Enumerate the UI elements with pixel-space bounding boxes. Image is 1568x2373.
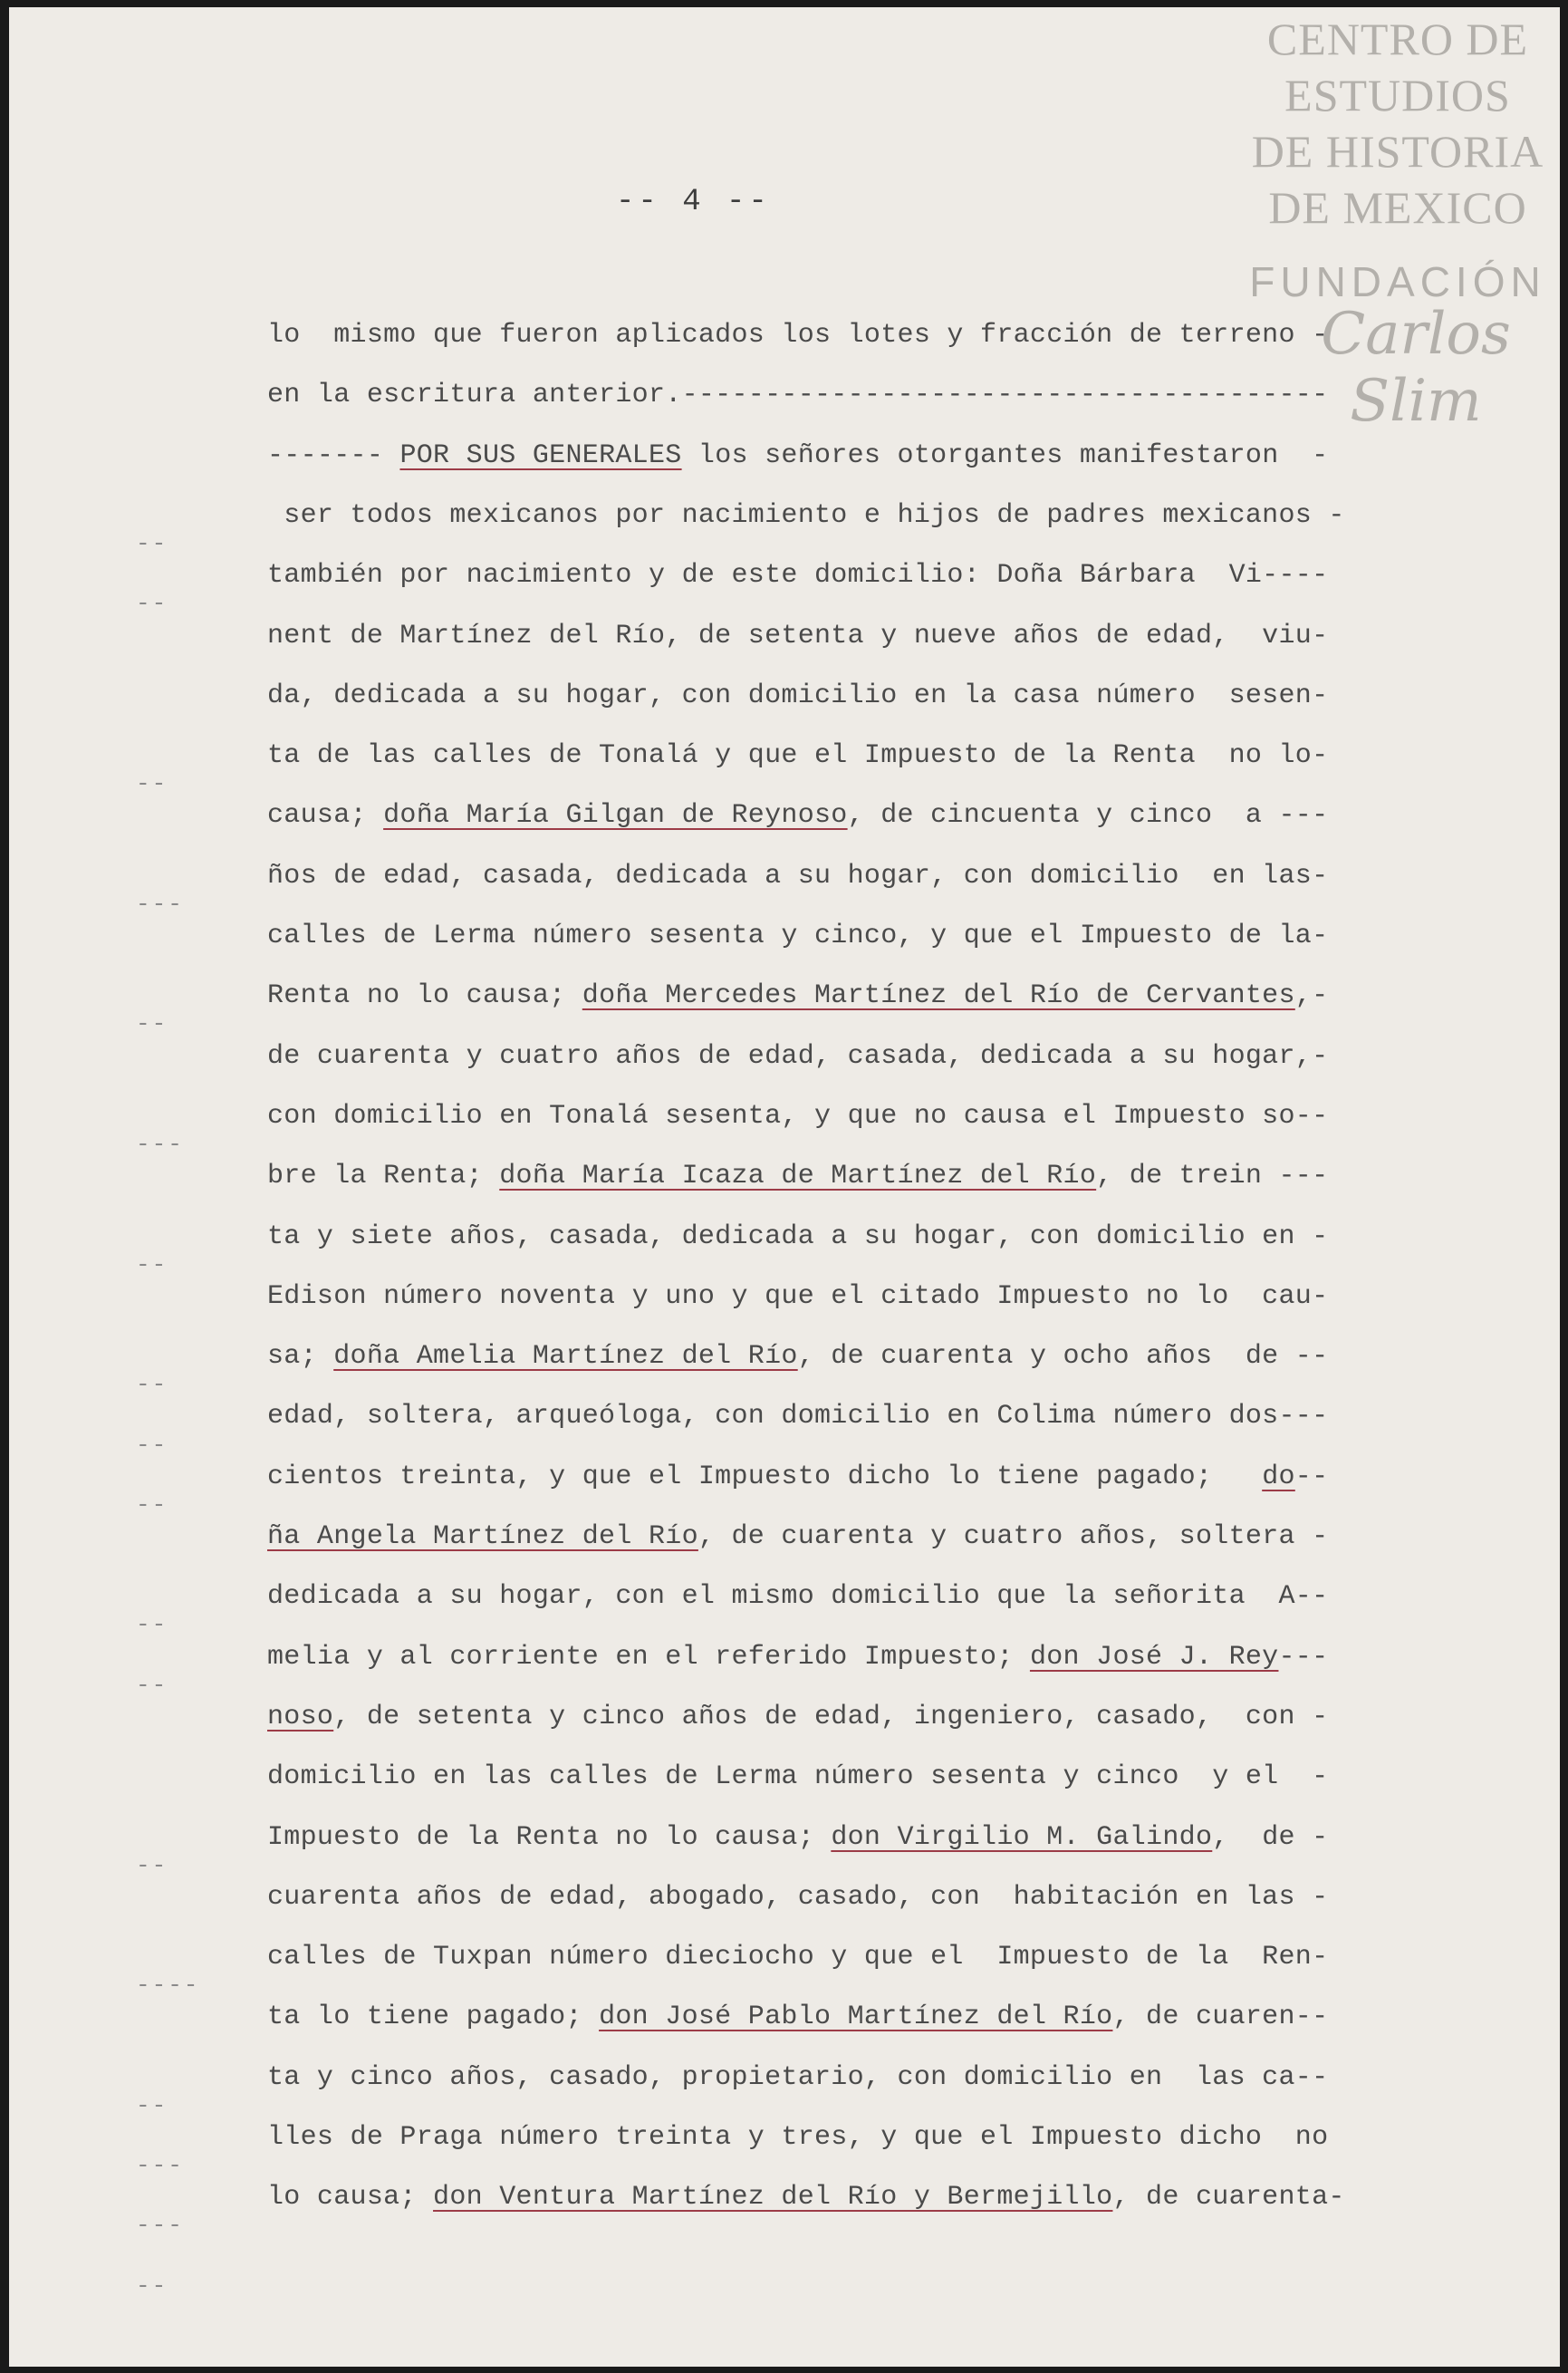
- text-line: [267, 320, 1328, 351]
- underlined-name: don Virgilio M. Galindo: [831, 1821, 1213, 1853]
- text-segment: ños de edad, casada, dedicada a su hogar, con domicilio en las-: [267, 860, 1329, 892]
- archive-watermark: [1248, 11, 1547, 435]
- margin-mark: ---: [136, 1131, 184, 1159]
- text-segment: da, dedicada a su hogar, con domicilio en la casa número sesen-: [267, 680, 1329, 711]
- text-segment: , de setenta y cinco años de edad, ingeniero, casado, con -: [333, 1701, 1329, 1732]
- text-line: [267, 1702, 1328, 1732]
- text-segment: ---: [1278, 1641, 1329, 1673]
- text-line: [267, 1642, 1328, 1673]
- margin-mark: --: [136, 590, 168, 618]
- text-segment: dedicada a su hogar, con el mismo domicilio que la señorita A--: [267, 1581, 1329, 1613]
- underlined-name: don Ventura Martínez del Río y Bermejillo: [433, 2182, 1113, 2214]
- text-segment: --: [1294, 1461, 1329, 1492]
- watermark-line: DE MEXICO: [1268, 182, 1527, 233]
- text-segment: domicilio en las calles de Lerma número sesenta y cinco y el -: [267, 1761, 1329, 1793]
- text-line: [267, 2182, 1345, 2213]
- underlined-name: don José J. Rey: [1029, 1641, 1279, 1673]
- margin-mark: --: [136, 1611, 168, 1639]
- text-segment: , de trein ---: [1096, 1161, 1329, 1192]
- text-line: [267, 1041, 1328, 1072]
- text-segment: en la escritura anterior.---------------------------------------: [267, 380, 1329, 411]
- text-segment: de cuarenta y cuatro años de edad, casada, dedicada a su hogar,-: [267, 1040, 1329, 1072]
- margin-mark: --: [136, 1431, 168, 1459]
- text-line: [267, 1822, 1328, 1853]
- margin-mark: ---: [136, 2152, 184, 2180]
- text-line: [267, 680, 1328, 711]
- text-segment: lo causa;: [267, 2182, 434, 2214]
- text-segment: bre la Renta;: [267, 1161, 500, 1192]
- underlined-name: noso: [267, 1701, 334, 1732]
- text-segment: causa;: [267, 800, 384, 832]
- text-segment: Renta no lo causa;: [267, 980, 582, 1012]
- text-segment: lles de Praga número treinta y tres, y que el Impuesto dicho no: [267, 2122, 1329, 2153]
- text-line: [267, 1221, 1328, 1252]
- text-segment: sa;: [267, 1341, 334, 1373]
- text-segment: ta y cinco años, casado, propietario, con domicilio en las ca--: [267, 2061, 1329, 2093]
- page-number: -- 4 --: [616, 185, 771, 219]
- text-line: [267, 861, 1328, 892]
- margin-mark: ---: [136, 2212, 184, 2240]
- text-segment: melia y al corriente en el referido Impuesto;: [267, 1641, 1030, 1673]
- underlined-name: ña Angela Martínez del Río: [267, 1521, 698, 1552]
- text-line: [267, 1942, 1328, 1973]
- text-segment: Impuesto de la Renta no lo causa;: [267, 1821, 832, 1853]
- margin-mark: --: [136, 2091, 168, 2119]
- margin-mark: --: [136, 1250, 168, 1278]
- margin-mark: --: [136, 1851, 168, 1879]
- margin-mark: --: [136, 1371, 168, 1399]
- text-segment: cuarenta años de edad, abogado, casado, con habitación en las -: [267, 1881, 1329, 1913]
- text-line: [267, 740, 1328, 771]
- watermark-line: DE HISTORIA: [1251, 126, 1544, 177]
- text-segment: edad, soltera, arqueóloga, con domicilio en Colima número dos---: [267, 1401, 1329, 1432]
- text-segment: con domicilio en Tonalá sesenta, y que no causa el Impuesto so--: [267, 1100, 1329, 1132]
- underlined-name: doña María Gilgan de Reynoso: [383, 800, 848, 832]
- underlined-name: doña Amelia Martínez del Río: [333, 1341, 798, 1373]
- text-segment: calles de Tuxpan número dieciocho y que el Impuesto de la Ren-: [267, 1942, 1329, 1973]
- margin-mark: --: [136, 1490, 168, 1519]
- watermark-signature: Carlos Slim: [1321, 301, 1511, 435]
- text-line: [267, 2002, 1328, 2032]
- text-segment: Edison número noventa y uno y que el citado Impuesto no lo cau-: [267, 1280, 1329, 1312]
- underlined-name: POR SUS GENERALES: [399, 439, 682, 471]
- margin-mark: --: [136, 770, 168, 798]
- underlined-name: doña Mercedes Martínez del Río de Cervantes: [582, 980, 1295, 1012]
- text-line: [267, 1281, 1328, 1312]
- text-segment: ta y siete años, casada, dedicada a su hogar, con domicilio en -: [267, 1220, 1329, 1252]
- text-line: [267, 1461, 1328, 1492]
- text-line: [267, 560, 1328, 591]
- text-segment: , de cuarenta y cuatro años, soltera -: [697, 1521, 1329, 1552]
- text-segment: los señores otorgantes manifestaron -: [681, 439, 1329, 471]
- watermark-line: CENTRO DE: [1266, 14, 1529, 64]
- text-line: [267, 1161, 1328, 1191]
- text-segment: , de -: [1212, 1821, 1329, 1853]
- text-line: [267, 380, 1328, 410]
- text-segment: ,-: [1294, 980, 1329, 1012]
- text-line: [267, 1401, 1328, 1432]
- text-line: [267, 1761, 1328, 1792]
- text-line: [267, 2062, 1328, 2093]
- watermark-line: ESTUDIOS: [1284, 70, 1511, 121]
- text-line: [267, 1581, 1328, 1612]
- text-segment: , de cuarenta y ocho años de --: [797, 1341, 1329, 1373]
- text-line: [267, 1521, 1328, 1552]
- text-segment: , de cuaren--: [1112, 2002, 1329, 2033]
- text-line: [267, 1341, 1328, 1372]
- text-line: [267, 921, 1328, 951]
- text-segment: , de cuarenta-: [1112, 2182, 1345, 2214]
- text-line: [267, 500, 1345, 531]
- text-segment: , de cincuenta y cinco a ---: [847, 800, 1329, 832]
- text-segment: lo mismo que fueron aplicados los lotes y fracción de terreno -: [267, 320, 1329, 351]
- text-line: [267, 621, 1328, 651]
- text-line: [267, 1882, 1328, 1913]
- margin-mark: ---: [136, 890, 184, 918]
- text-segment: ta de las calles de Tonalá y que el Impuesto de la Renta no lo-: [267, 740, 1329, 772]
- text-line: [267, 1101, 1328, 1132]
- text-line: [267, 2122, 1328, 2153]
- margin-mark: --: [136, 1671, 168, 1699]
- margin-mark: --: [136, 530, 168, 558]
- margin-mark: --: [136, 2272, 168, 2300]
- underlined-name: don José Pablo Martínez del Río: [599, 2002, 1113, 2033]
- margin-mark: ----: [136, 1972, 200, 2000]
- text-line: [267, 980, 1328, 1011]
- margin-mark: --: [136, 1010, 168, 1038]
- text-segment: cientos treinta, y que el Impuesto dicho lo tiene pagado;: [267, 1461, 1263, 1492]
- text-segment: -------: [267, 439, 400, 471]
- document-page: [9, 7, 1560, 2367]
- underlined-name: do: [1262, 1461, 1295, 1492]
- text-line: [267, 440, 1328, 471]
- text-segment: calles de Lerma número sesenta y cinco, y que el Impuesto de la-: [267, 921, 1329, 951]
- watermark-foundation: FUNDACIÓN: [1249, 258, 1546, 305]
- text-segment: nent de Martínez del Río, de setenta y nueve años de edad, viu-: [267, 620, 1329, 651]
- text-segment: ser todos mexicanos por nacimiento e hijos de padres mexicanos -: [267, 499, 1345, 531]
- text-segment: ta lo tiene pagado;: [267, 2002, 600, 2033]
- underlined-name: doña María Icaza de Martínez del Río: [499, 1161, 1097, 1192]
- text-line: [267, 800, 1328, 831]
- text-segment: también por nacimiento y de este domicilio: Doña Bárbara Vi----: [267, 560, 1329, 592]
